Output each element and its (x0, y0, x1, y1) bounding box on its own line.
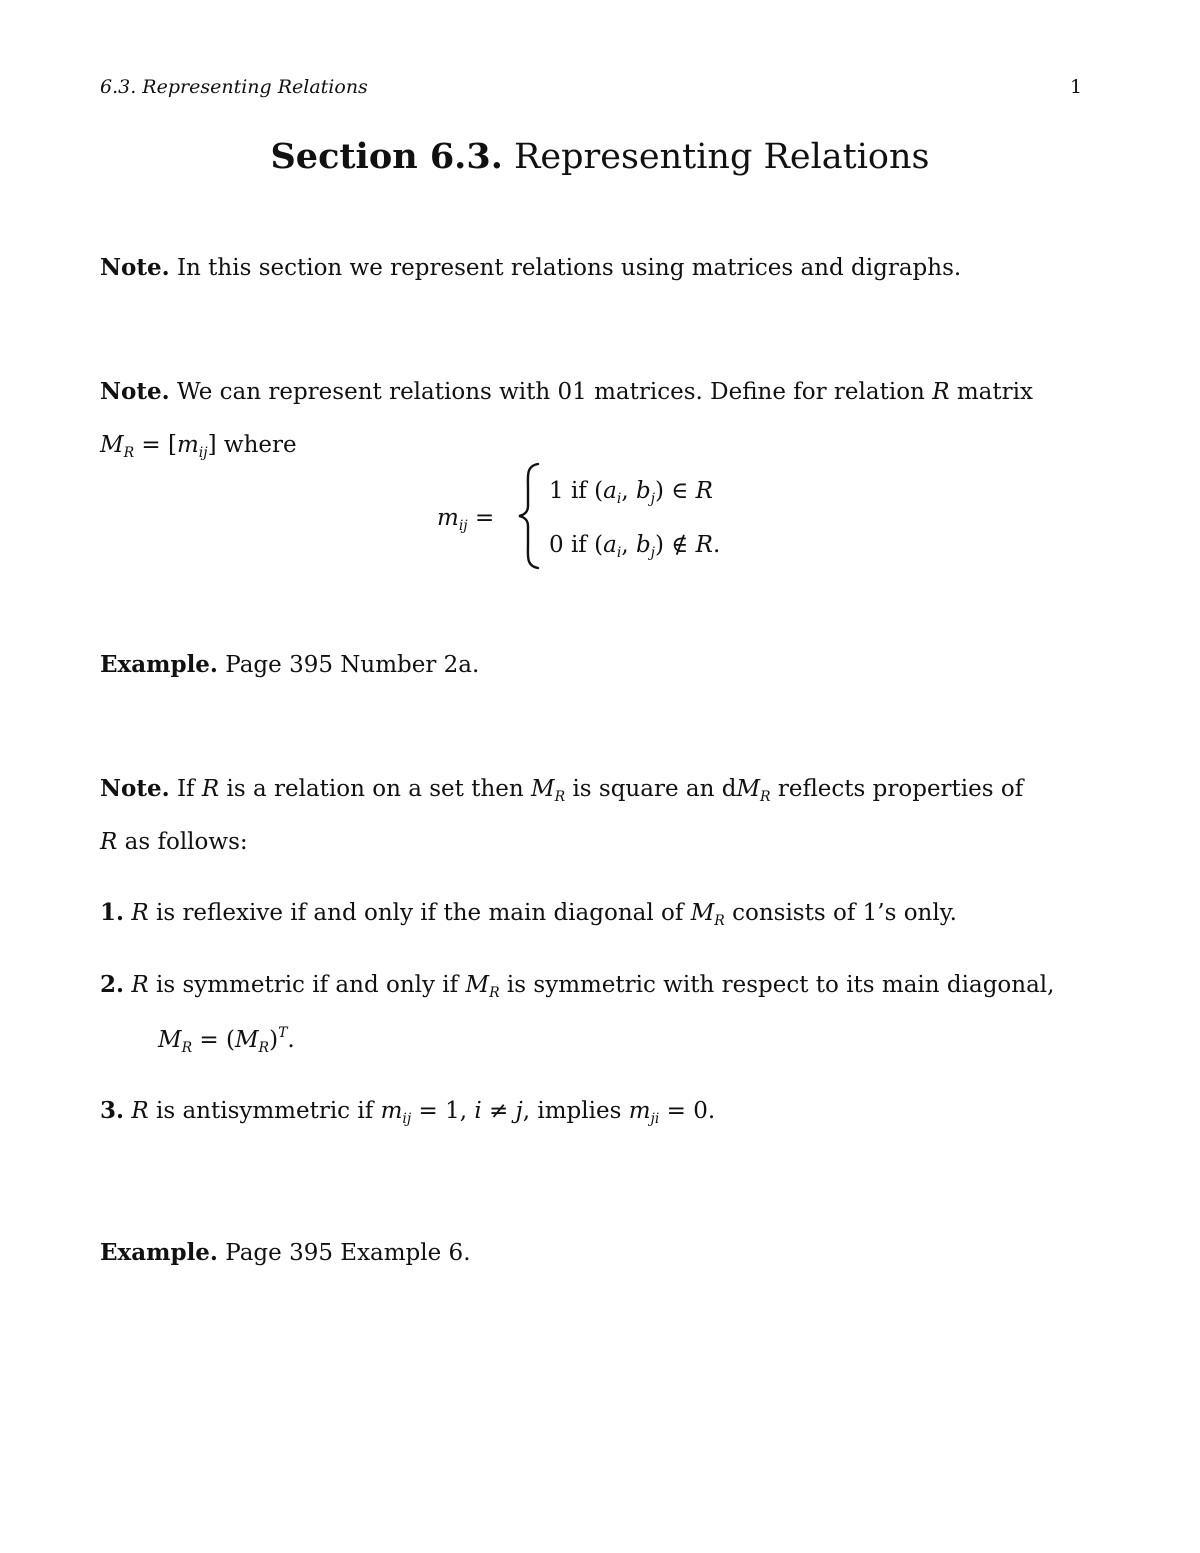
definition-case-1: 1 if ($a_i$, $b_j$) ∈ R (549, 478, 713, 507)
example-text: Page 395 Example 6. (225, 1240, 471, 1266)
example-label: Example. (100, 1239, 218, 1266)
item-number: 1. (100, 899, 125, 926)
example-text: Page 395 Number 2a. (225, 652, 480, 678)
example-label: Example. (100, 651, 218, 678)
note-label: Note. (100, 254, 170, 281)
example-6 (100, 1238, 471, 1268)
list-item-symmetric: 2. R is symmetric if and only if $M_R$ is symmetric with respect to its main diagonal, (100, 971, 1055, 1001)
item-number: 3. (100, 1097, 125, 1124)
list-item-antisymmetric: 3. R is antisymmetric if $m_{ij} = 1$, i ≠ j, implies $m_{ji} = 0$. (100, 1097, 716, 1127)
title-label: Section 6.3. (270, 136, 503, 177)
note-intro (100, 253, 961, 283)
page-number: 1 (1070, 76, 1083, 98)
example-number-2a (100, 650, 479, 680)
note-label: Note. (100, 775, 170, 802)
note-properties-line2: R as follows: (100, 829, 248, 855)
list-item-reflexive: 1. R is reflexive if and only if the main diagonal of $M_R$ consists of 1’s only. (100, 899, 957, 929)
note-properties-line1: Note. If R is a relation on a set then $M_R$ is square an $dM_R$ reflects properties of (100, 775, 1024, 805)
definition-case-2: 0 if ($a_i$, $b_j$) ∉ R. (549, 532, 721, 561)
left-brace (516, 462, 542, 570)
title-text: Representing Relations (514, 137, 930, 177)
note-label: Note. (100, 378, 170, 405)
page-title (0, 136, 1200, 177)
symmetric-equation: $M_R = (M_R)^T$. (158, 1025, 295, 1056)
definition-lhs: $m_{ij}$ = (437, 505, 495, 534)
note-matrix-line1: Note. We can represent relations with 01 matrices. Define for relation R matrix (100, 378, 1033, 405)
note-text: In this section we represent relations using matrices and digraphs. (176, 255, 962, 281)
note-matrix-line2: $M_R = [m_{ij}]$ where (100, 432, 297, 461)
item-number: 2. (100, 971, 125, 998)
running-header: 6.3. Representing Relations (100, 76, 368, 98)
